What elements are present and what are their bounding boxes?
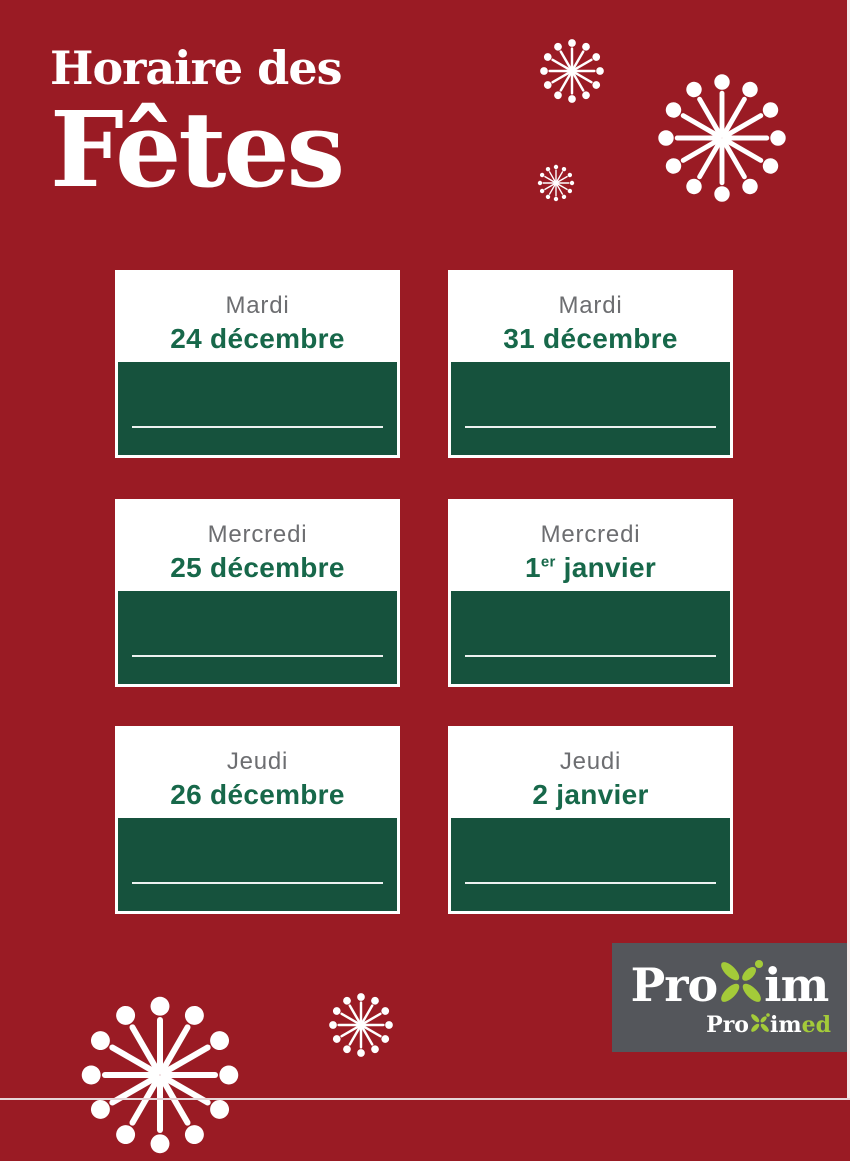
write-in-line — [465, 882, 716, 884]
card-day-label: Mercredi — [207, 521, 308, 548]
snowflake-icon — [326, 990, 396, 1060]
card-day-label: Jeudi — [559, 748, 622, 775]
subbrand-text-ed: ed — [801, 1011, 831, 1038]
date-text: 26 décembre — [170, 779, 345, 810]
date-text: 31 décembre — [503, 323, 678, 354]
snowflake-icon — [652, 68, 792, 208]
write-in-line — [132, 426, 383, 428]
proximed-x-leaf-icon — [748, 1011, 772, 1035]
subbrand-text-pro: Pro — [706, 1011, 749, 1038]
poster-title — [50, 40, 343, 211]
write-in-line — [132, 655, 383, 657]
card-day-label: Mardi — [558, 292, 623, 319]
schedule-card-jan-2 — [448, 726, 733, 914]
write-in-line — [465, 426, 716, 428]
snowflake-icon — [536, 163, 576, 203]
write-in-line — [465, 655, 716, 657]
card-date-label — [448, 551, 733, 585]
schedule-card-dec-24 — [115, 270, 400, 458]
schedule-card-dec-31 — [448, 270, 733, 458]
date-superscript: er — [540, 553, 556, 571]
brand-text-pro: Pro — [630, 958, 718, 1012]
card-date-label — [448, 778, 733, 812]
date-text: 1 — [524, 552, 541, 583]
proxim-logo-box — [612, 943, 847, 1052]
title-line-2: Fêtes — [50, 88, 343, 211]
brand-text-im: im — [764, 958, 829, 1012]
snowflake-icon — [537, 36, 607, 106]
hours-slot — [118, 818, 397, 911]
schedule-card-dec-26 — [115, 726, 400, 914]
card-date-label — [115, 322, 400, 356]
card-day-label: Mardi — [225, 292, 290, 319]
card-date-label — [115, 551, 400, 585]
proxim-x-leaf-icon — [714, 955, 768, 1009]
write-in-line — [132, 882, 383, 884]
schedule-card-jan-1 — [448, 499, 733, 687]
card-day-label: Jeudi — [226, 748, 289, 775]
date-rest: janvier — [555, 552, 657, 583]
date-text: 25 décembre — [170, 552, 345, 583]
hours-slot — [118, 362, 397, 455]
proxim-wordmark — [612, 955, 847, 1015]
hours-slot — [451, 591, 730, 684]
date-text: 24 décembre — [170, 323, 345, 354]
card-date-label — [115, 778, 400, 812]
card-date-label — [448, 322, 733, 356]
subbrand-text-im: im — [769, 1011, 802, 1038]
hours-slot — [451, 818, 730, 911]
hours-slot — [118, 591, 397, 684]
schedule-card-dec-25 — [115, 499, 400, 687]
snowflake-icon — [74, 989, 246, 1161]
card-day-label: Mercredi — [540, 521, 641, 548]
date-text: 2 janvier — [532, 779, 649, 810]
title-line-1: Horaire des — [50, 41, 342, 95]
proximed-wordmark — [706, 1011, 831, 1038]
hours-slot — [451, 362, 730, 455]
